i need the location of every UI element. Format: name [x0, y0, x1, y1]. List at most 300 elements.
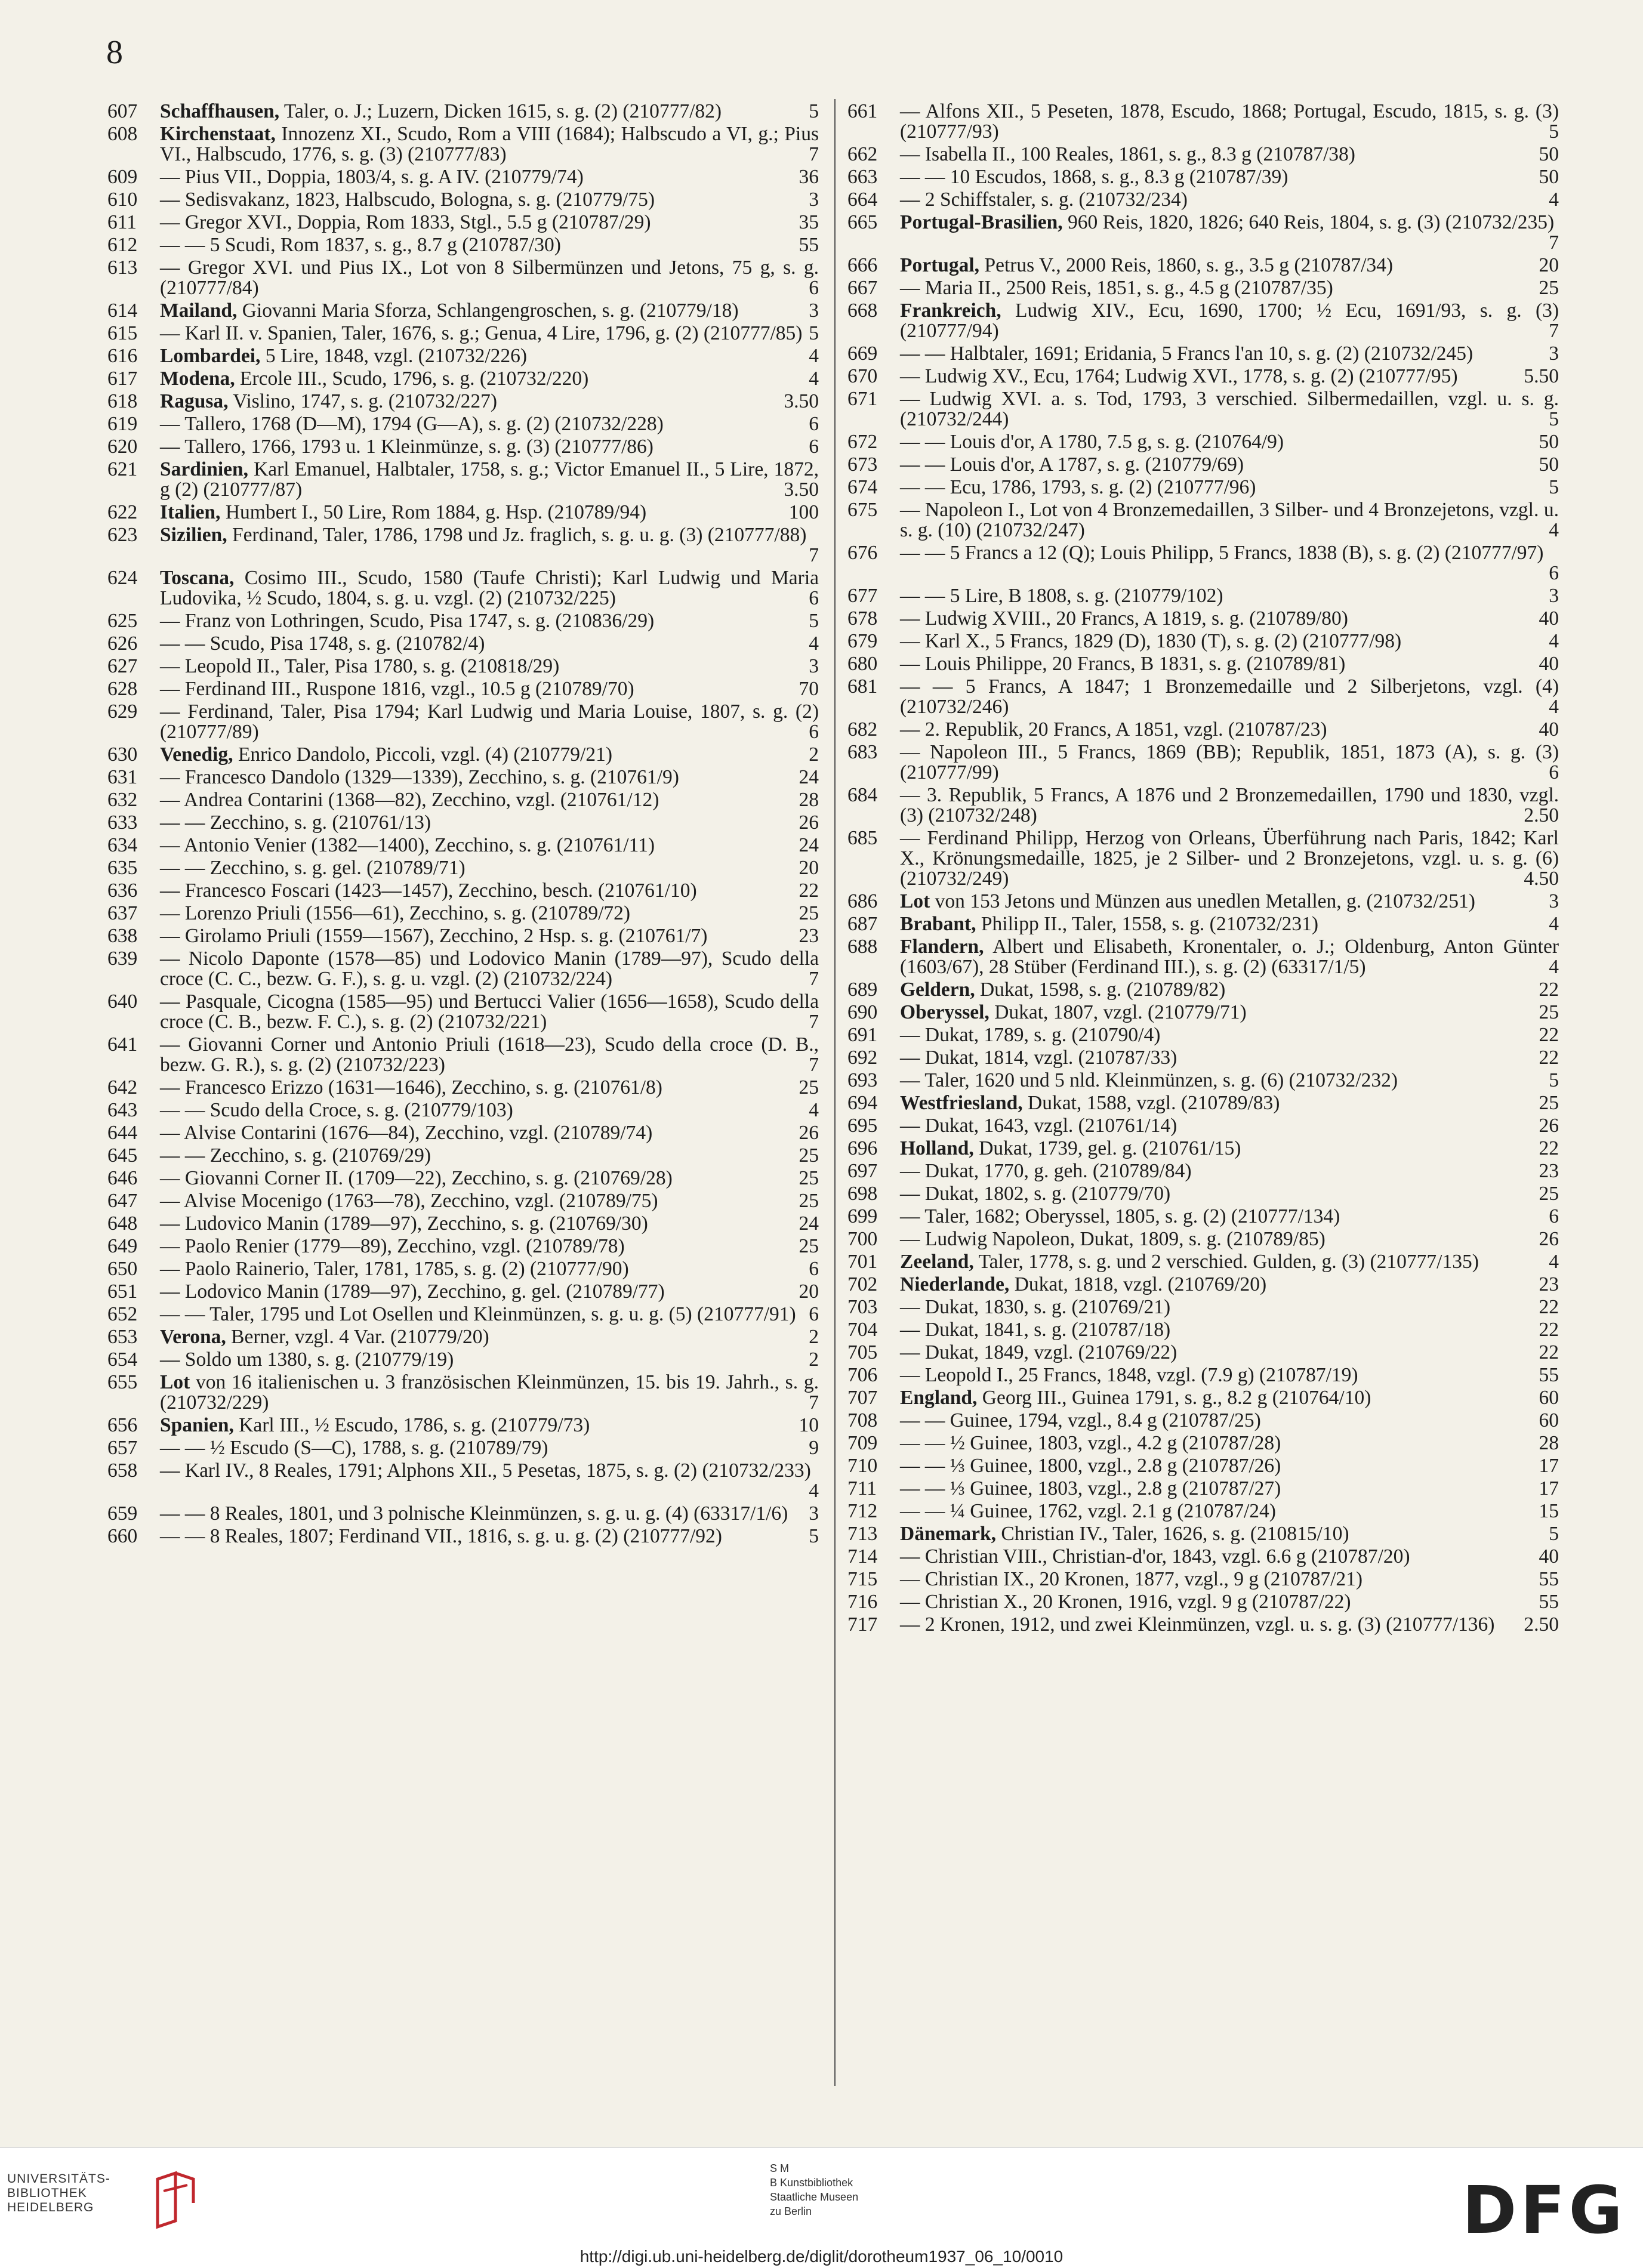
lot-number: 713: [847, 1523, 878, 1545]
lot-text: Dukat, 1818, vzgl. (210769/20): [1014, 1273, 1267, 1295]
lot-description: [160, 1526, 819, 1547]
lot-entry: [847, 543, 1559, 584]
lot-number: 688: [847, 936, 878, 958]
lot-number: 708: [847, 1409, 878, 1431]
source-url-link[interactable]: http://digi.ub.uni-heidelberg.de/diglit/dorotheum1937_06_10/0010: [579, 2247, 1064, 2266]
lot-text: — Paolo Renier (1779—89), Zecchino, vzgl. (210789/78): [160, 1235, 625, 1257]
lot-description: [900, 255, 1559, 276]
lot-number: 678: [847, 607, 878, 630]
lot-description: [160, 369, 819, 389]
lot-text: — Dukat, 1802, s. g. (210779/70): [900, 1183, 1171, 1205]
lot-entry: [847, 937, 1559, 977]
lot-entry: [107, 1526, 819, 1547]
smb-line-1: S M: [770, 2162, 790, 2174]
lot-keyword: Flandern,: [900, 936, 984, 958]
lot-description: [160, 992, 819, 1032]
lot-price: 2: [809, 743, 819, 766]
lot-entry: [107, 767, 819, 788]
lot-keyword: Schaffhausen,: [160, 100, 280, 122]
lot-text: — Francesco Foscari (1423—1457), Zecchino, besch. (210761/10): [160, 880, 697, 902]
lot-text: — Gregor XVI., Doppia, Rom 1833, Stgl., 5.5 g (210787/29): [160, 211, 651, 233]
lot-entry: [107, 1461, 819, 1501]
lot-number: 639: [107, 948, 138, 970]
lot-text: Christian IV., Taler, 1626, s. g. (210815/10): [1001, 1523, 1349, 1545]
lot-number: 692: [847, 1047, 878, 1069]
lot-text: — Karl IV., 8 Reales, 1791; Alphons XII., 5 Pesetas, 1875, s. g. (2) (210732/233): [160, 1459, 811, 1482]
lot-description: [160, 702, 819, 742]
lot-description: [900, 1025, 1559, 1045]
lot-number: 651: [107, 1280, 138, 1303]
lot-text: von 153 Jetons und Münzen aus unedlen Metallen, g. (210732/251): [935, 890, 1475, 912]
lot-description: [900, 937, 1559, 977]
lot-text: — — 5 Lire, B 1808, s. g. (210779/102): [900, 585, 1223, 607]
lot-price: 6: [809, 413, 819, 435]
lot-number: 626: [107, 632, 138, 655]
lot-entry: [107, 745, 819, 765]
lot-text: 5 Lire, 1848, vzgl. (210732/226): [265, 345, 528, 367]
lot-price: 6: [809, 721, 819, 743]
lot-keyword: Kirchenstaat,: [160, 123, 276, 145]
lot-description: [900, 1048, 1559, 1068]
lot-description: [900, 500, 1559, 541]
lot-text: — 2 Schiffstaler, s. g. (210732/234): [900, 189, 1188, 211]
lot-number: 698: [847, 1183, 878, 1205]
lot-entry: [847, 1433, 1559, 1454]
lot-price: 25: [1539, 1001, 1559, 1023]
lot-description: [160, 881, 819, 901]
lot-entry: [847, 631, 1559, 652]
lot-text: — — Taler, 1795 und Lot Osellen und Kleinmünzen, s. g. u. g. (5) (210777/91): [160, 1303, 796, 1325]
lot-entry: [847, 101, 1559, 142]
lot-text: Dukat, 1598, s. g. (210789/82): [979, 979, 1226, 1001]
lot-keyword: Dänemark,: [900, 1523, 996, 1545]
lot-entry: [107, 790, 819, 810]
lot-entry: [107, 502, 819, 523]
lot-price: 4: [809, 345, 819, 367]
lot-text: — — 8 Reales, 1801, und 3 polnische Kleinmünzen, s. g. u. g. (4) (63317/1/6): [160, 1502, 788, 1525]
lot-number: 702: [847, 1273, 878, 1295]
lot-entry: [107, 1415, 819, 1436]
lot-text: — Ludovico Manin (1789—97), Zecchino, s. g. (210769/30): [160, 1212, 648, 1235]
lot-text: — Tallero, 1766, 1793 u. 1 Kleinmünze, s. g. (3) (210777/86): [160, 436, 653, 458]
lot-number: 704: [847, 1319, 878, 1341]
lot-entry: [107, 1146, 819, 1166]
smb-line-4: zu Berlin: [770, 2205, 812, 2217]
lot-price: 36: [799, 166, 819, 188]
lot-text: — — 10 Escudos, 1868, s. g., 8.3 g (210787/39): [900, 166, 1288, 188]
lot-entry: [847, 500, 1559, 541]
lot-text: — 3. Republik, 5 Francs, A 1876 und 2 Bronzemedaillen, 1790 und 1830, vzgl. (3) (210732/248): [900, 784, 1559, 826]
lot-keyword: Lot: [160, 1371, 190, 1393]
lot-price: 4: [1549, 189, 1559, 211]
lot-entry: [847, 1501, 1559, 1522]
lot-description: [900, 609, 1559, 629]
lot-entry: [107, 124, 819, 165]
lot-number: 632: [107, 789, 138, 811]
lot-entry: [847, 432, 1559, 452]
lot-entry: [847, 344, 1559, 364]
page-number: 8: [106, 34, 123, 71]
lot-number: 622: [107, 501, 138, 523]
lot-entry: [847, 1297, 1559, 1317]
lot-entry: [107, 702, 819, 742]
lot-text: — — Zecchino, s. g. gel. (210789/71): [160, 857, 466, 879]
lot-description: [900, 1297, 1559, 1317]
lot-entry: [107, 101, 819, 122]
lot-text: von 16 italienischen u. 3 französischen Kleinmünzen, 15. bis 19. Jahrh., s. g. (210732/229): [160, 1371, 819, 1414]
lot-description: [900, 543, 1559, 584]
lot-price: 22: [1539, 1341, 1559, 1363]
lot-description: [900, 190, 1559, 210]
lot-text: — Napoleon I., Lot von 4 Bronzemedaillen, 3 Silber- und 4 Bronzejetons, vzgl. u. s. g. (10) (210732/247): [900, 499, 1559, 541]
lot-entry: [107, 1035, 819, 1075]
lot-entry: [847, 1093, 1559, 1113]
lot-number: 684: [847, 784, 878, 806]
lot-text: — Isabella II., 100 Reales, 1861, s. g., 8.3 g (210787/38): [900, 143, 1355, 165]
lot-price: 50: [1539, 453, 1559, 476]
lot-number: 618: [107, 390, 138, 412]
lot-entry: [107, 992, 819, 1032]
lot-number: 687: [847, 913, 878, 935]
lot-description: [900, 212, 1559, 253]
lot-price: 55: [1539, 1568, 1559, 1590]
lot-price: 28: [799, 789, 819, 811]
lot-text: Petrus V., 2000 Reis, 1860, s. g., 3.5 g (210787/34): [984, 254, 1394, 276]
lot-entry: [107, 634, 819, 654]
lot-description: [160, 459, 819, 500]
lot-price: 22: [1539, 1296, 1559, 1318]
lot-description: [160, 1327, 819, 1347]
lot-text: — Leopold II., Taler, Pisa 1780, s. g. (210818/29): [160, 655, 560, 677]
lot-number: 621: [107, 458, 138, 480]
lot-price: 3.50: [784, 390, 819, 412]
lot-description: [900, 366, 1559, 387]
lot-description: [900, 1206, 1559, 1227]
lot-text: — Dukat, 1814, vzgl. (210787/33): [900, 1047, 1177, 1069]
lot-number: 700: [847, 1228, 878, 1250]
lot-description: [160, 1461, 819, 1501]
lot-text: — Pasquale, Cicogna (1585—95) und Bertucci Valier (1656—1658), Scudo della croce (C. B., bezw. F. C.), s. g. (2) (210732/221): [160, 990, 819, 1033]
lot-description: [160, 1214, 819, 1234]
lot-text: — Ferdinand, Taler, Pisa 1794; Karl Ludwig und Maria Louise, 1807, s. g. (2) (210777/89): [160, 701, 819, 743]
lot-number: 710: [847, 1455, 878, 1477]
lot-price: 26: [799, 1122, 819, 1144]
lot-price: 9: [809, 1437, 819, 1459]
lot-text: — Maria II., 2500 Reis, 1851, s. g., 4.5 g (210787/35): [900, 277, 1333, 299]
lot-description: [900, 1615, 1559, 1635]
lot-text: — Leopold I., 25 Francs, 1848, vzgl. (7.9 g) (210787/19): [900, 1364, 1358, 1386]
lot-description: [900, 1411, 1559, 1431]
lot-description: [160, 790, 819, 810]
lot-description: [160, 346, 819, 366]
lot-price: 24: [799, 766, 819, 788]
lot-price: 25: [799, 1235, 819, 1257]
lot-price: 100: [788, 501, 819, 523]
lot-text: — Ludwig XVIII., 20 Francs, A 1819, s. g. (210789/80): [900, 607, 1348, 630]
lot-price: 24: [799, 834, 819, 856]
lot-description: [900, 1252, 1559, 1272]
lot-text: — Louis Philippe, 20 Francs, B 1831, s. g. (210789/81): [900, 653, 1346, 675]
lot-text: Dukat, 1807, vzgl. (210779/71): [994, 1001, 1247, 1023]
lot-text: — Dukat, 1643, vzgl. (210761/14): [900, 1115, 1177, 1137]
lot-description: [900, 1116, 1559, 1136]
lot-text: — Dukat, 1770, g. geh. (210789/84): [900, 1160, 1192, 1182]
lot-description: [160, 745, 819, 765]
lot-entry: [107, 323, 819, 344]
lot-text: — Alvise Mocenigo (1763—78), Zecchino, vzgl. (210789/75): [160, 1190, 658, 1212]
lot-entry: [847, 980, 1559, 1000]
lot-number: 686: [847, 890, 878, 912]
lot-entry: [107, 414, 819, 434]
lot-price: 17: [1539, 1477, 1559, 1499]
lot-price: 6: [1549, 562, 1559, 584]
lot-number: 650: [107, 1258, 138, 1280]
lot-text: — Franz von Lothringen, Scudo, Pisa 1747, s. g. (210836/29): [160, 610, 655, 632]
lot-text: — Christian X., 20 Kronen, 1916, vzgl. 9 g (210787/22): [900, 1591, 1351, 1613]
lot-number: 630: [107, 743, 138, 766]
lot-entry: [847, 586, 1559, 606]
lot-text: — Francesco Dandolo (1329—1339), Zecchino, s. g. (210761/9): [160, 766, 679, 788]
lot-number: 617: [107, 368, 138, 390]
lot-description: [160, 835, 819, 856]
lot-text: — Ferdinand III., Ruspone 1816, vzgl., 10.5 g (210789/70): [160, 678, 634, 700]
lot-text: Ferdinand, Taler, 1786, 1798 und Jz. fraglich, s. g. u. g. (3) (210777/88): [232, 524, 807, 546]
lot-entry: [107, 813, 819, 833]
lot-text: — Taler, 1682; Oberyssel, 1805, s. g. (2) (210777/134): [900, 1205, 1340, 1227]
lot-entry: [107, 1168, 819, 1189]
lot-keyword: Niederlande,: [900, 1273, 1010, 1295]
lot-text: — Karl X., 5 Francs, 1829 (D), 1830 (T), s. g. (2) (210777/98): [900, 630, 1402, 652]
lot-text: — — ⅓ Guinee, 1803, vzgl., 2.8 g (210787/27): [900, 1477, 1281, 1499]
footer: [0, 2147, 1643, 2268]
lot-text: — Giovanni Corner II. (1709—22), Zecchino, s. g. (210769/28): [160, 1167, 673, 1189]
column-divider: [834, 99, 836, 2086]
university-library-label[interactable]: [7, 2172, 110, 2215]
lot-description: [900, 144, 1559, 165]
lot-number: 648: [107, 1212, 138, 1235]
lot-price: 4: [1549, 956, 1559, 978]
lot-price: 7: [1549, 232, 1559, 254]
lot-number: 661: [847, 100, 878, 122]
lot-text: — Dukat, 1849, vzgl. (210769/22): [900, 1341, 1177, 1363]
lot-price: 5: [1549, 121, 1559, 143]
lot-number: 671: [847, 388, 878, 410]
lot-number: 681: [847, 675, 878, 698]
lot-number: 655: [107, 1371, 138, 1393]
lot-price: 5: [809, 100, 819, 122]
lot-entry: [107, 459, 819, 500]
lot-text: — Lorenzo Priuli (1556—61), Zecchino, s. g. (210789/72): [160, 902, 631, 924]
lot-text: — Gregor XVI. und Pius IX., Lot von 8 Silbermünzen und Jetons, 75 g, s. g. (210777/84): [160, 257, 819, 299]
lot-description: [900, 1479, 1559, 1499]
lot-entry: [107, 858, 819, 878]
lot-price: 3: [1549, 342, 1559, 365]
lot-entry: [107, 1438, 819, 1458]
lot-description: [160, 1168, 819, 1189]
lot-number: 707: [847, 1387, 878, 1409]
lot-keyword: Verona,: [160, 1326, 226, 1348]
lot-price: 5.50: [1524, 365, 1559, 387]
lot-price: 7: [809, 544, 819, 566]
lot-number: 649: [107, 1235, 138, 1257]
lot-number: 664: [847, 189, 878, 211]
lot-description: [160, 1035, 819, 1075]
lot-entry: [107, 1327, 819, 1347]
lot-text: 960 Reis, 1820, 1826; 640 Reis, 1804, s. g. (3) (210732/235): [1068, 211, 1555, 233]
lot-text: Giovanni Maria Sforza, Schlangengroschen, s. g. (210779/18): [242, 300, 739, 322]
lot-entry: [107, 1282, 819, 1302]
lot-description: [900, 477, 1559, 498]
lot-entry: [107, 235, 819, 255]
lot-entry: [107, 525, 819, 566]
lot-price: 4: [1549, 696, 1559, 718]
lot-text: — — 5 Francs a 12 (Q); Louis Philipp, 5 Francs, 1838 (B), s. g. (2) (210777/97): [900, 542, 1544, 564]
lot-text: — Alvise Contarini (1676—84), Zecchino, vzgl. (210789/74): [160, 1122, 653, 1144]
lot-price: 55: [1539, 1364, 1559, 1386]
lot-price: 28: [1539, 1432, 1559, 1454]
lot-keyword: Modena,: [160, 368, 235, 390]
lot-price: 25: [799, 1167, 819, 1189]
lot-entry: [847, 477, 1559, 498]
lot-number: 667: [847, 277, 878, 299]
lot-keyword: Oberyssel,: [900, 1001, 990, 1023]
lot-description: [900, 586, 1559, 606]
lot-entry: [847, 1025, 1559, 1045]
lot-price: 5: [1549, 1069, 1559, 1091]
lot-text: — Christian VIII., Christian-d'or, 1843, vzgl. 6.6 g (210787/20): [900, 1545, 1410, 1567]
lot-text: Dukat, 1739, gel. g. (210761/15): [979, 1137, 1241, 1159]
lot-number: 653: [107, 1326, 138, 1348]
lot-text: — — Guinee, 1794, vzgl., 8.4 g (210787/25): [900, 1409, 1261, 1431]
lot-description: [900, 1456, 1559, 1476]
lot-price: 4: [809, 632, 819, 655]
lot-number: 607: [107, 100, 138, 122]
lot-keyword: Portugal-Brasilien,: [900, 211, 1063, 233]
dfg-logo[interactable]: DFG: [1462, 2172, 1626, 2248]
lot-entry: [107, 656, 819, 677]
lot-price: 50: [1539, 166, 1559, 188]
lot-number: 635: [107, 857, 138, 879]
lot-entry: [847, 720, 1559, 740]
lot-number: 623: [107, 524, 138, 546]
lot-number: 624: [107, 567, 138, 589]
lot-entry: [847, 742, 1559, 783]
lot-number: 715: [847, 1568, 878, 1590]
lot-entry: [847, 1206, 1559, 1227]
lot-description: [900, 1433, 1559, 1454]
lot-description: [160, 568, 819, 609]
lot-price: 10: [799, 1414, 819, 1436]
lot-text: — — ½ Guinee, 1803, vzgl., 4.2 g (210787/28): [900, 1432, 1281, 1454]
lot-entry: [847, 301, 1559, 341]
smb-kunstbibliothek-label[interactable]: [770, 2161, 858, 2218]
lot-description: [900, 828, 1559, 889]
lot-number: 640: [107, 990, 138, 1013]
lot-number: 643: [107, 1099, 138, 1121]
lot-price: 4: [1549, 913, 1559, 935]
lot-number: 703: [847, 1296, 878, 1318]
lot-text: — Francesco Erizzo (1631—1646), Zecchino, s. g. (210761/8): [160, 1076, 662, 1098]
lot-number: 633: [107, 811, 138, 834]
lot-number: 674: [847, 476, 878, 498]
lot-price: 4: [809, 1480, 819, 1502]
lot-entry: [107, 190, 819, 210]
lot-price: 55: [1539, 1591, 1559, 1613]
lot-entry: [107, 1372, 819, 1413]
lot-description: [160, 1372, 819, 1413]
lot-keyword: Lombardei,: [160, 345, 261, 367]
lot-keyword: Lot: [900, 890, 930, 912]
lot-entry: [847, 1592, 1559, 1612]
lot-price: 22: [1539, 1047, 1559, 1069]
lot-keyword: Mailand,: [160, 300, 238, 322]
lot-number: 634: [107, 834, 138, 856]
lot-number: 636: [107, 880, 138, 902]
lot-price: 60: [1539, 1387, 1559, 1409]
smb-line-3: Staatliche Museen: [770, 2191, 859, 2203]
lot-price: 2.50: [1524, 1613, 1559, 1636]
lot-number: 614: [107, 300, 138, 322]
lot-number: 673: [847, 453, 878, 476]
lot-entry: [847, 1070, 1559, 1091]
lot-description: [160, 1146, 819, 1166]
lot-text: — Ludwig XVI. a. s. Tod, 1793, 3 verschied. Silbermedaillen, vzgl. u. s. g. (210732/244): [900, 388, 1559, 430]
lot-description: [900, 914, 1559, 934]
lot-description: [160, 1350, 819, 1370]
lot-description: [900, 1138, 1559, 1159]
lot-text: Philipp II., Taler, 1558, s. g. (210732/231): [981, 913, 1319, 935]
lot-price: 50: [1539, 143, 1559, 165]
lot-number: 685: [847, 827, 878, 849]
lot-price: 3: [809, 189, 819, 211]
lot-text: — Girolamo Priuli (1559—1567), Zecchino, 2 Hsp. s. g. (210761/7): [160, 925, 708, 947]
lot-entry: [107, 1350, 819, 1370]
lot-number: 662: [847, 143, 878, 165]
lot-number: 689: [847, 979, 878, 1001]
lot-entry: [107, 391, 819, 412]
lot-number: 619: [107, 413, 138, 435]
lot-text: — Christian IX., 20 Kronen, 1877, vzgl., 9 g (210787/21): [900, 1568, 1363, 1590]
lot-entry: [107, 1504, 819, 1524]
lot-entry: [107, 369, 819, 389]
lot-number: 701: [847, 1251, 878, 1273]
lot-number: 637: [107, 902, 138, 924]
lot-price: 40: [1539, 607, 1559, 630]
lot-number: 657: [107, 1437, 138, 1459]
university-logo-icon: [152, 2167, 199, 2233]
lot-price: 25: [1539, 1092, 1559, 1114]
lot-description: [160, 634, 819, 654]
lot-keyword: England,: [900, 1387, 978, 1409]
lot-price: 20: [799, 1280, 819, 1303]
lot-text: — — Halbtaler, 1691; Eridania, 5 Francs l'an 10, s. g. (2) (210732/245): [900, 342, 1474, 365]
lot-description: [160, 502, 819, 523]
lot-entry: [847, 1184, 1559, 1204]
lot-entry: [107, 301, 819, 321]
lot-number: 695: [847, 1115, 878, 1137]
lot-description: [900, 891, 1559, 912]
lot-text: — Giovanni Corner und Antonio Priuli (1618—23), Scudo della croce (D. B., bezw. G. R.), s. g. (2) (210732/223): [160, 1033, 819, 1076]
lot-entry: [847, 828, 1559, 889]
lot-text: — Napoleon III., 5 Francs, 1869 (BB); Republik, 1851, 1873 (A), s. g. (3) (210777/99): [900, 741, 1559, 783]
lot-entry: [107, 926, 819, 946]
lot-description: [900, 1275, 1559, 1295]
lot-entry: [107, 1191, 819, 1211]
lot-entry: [847, 190, 1559, 210]
lot-number: 697: [847, 1160, 878, 1182]
lot-text: — — Ecu, 1786, 1793, s. g. (2) (210777/96): [900, 476, 1256, 498]
lot-number: 716: [847, 1591, 878, 1613]
